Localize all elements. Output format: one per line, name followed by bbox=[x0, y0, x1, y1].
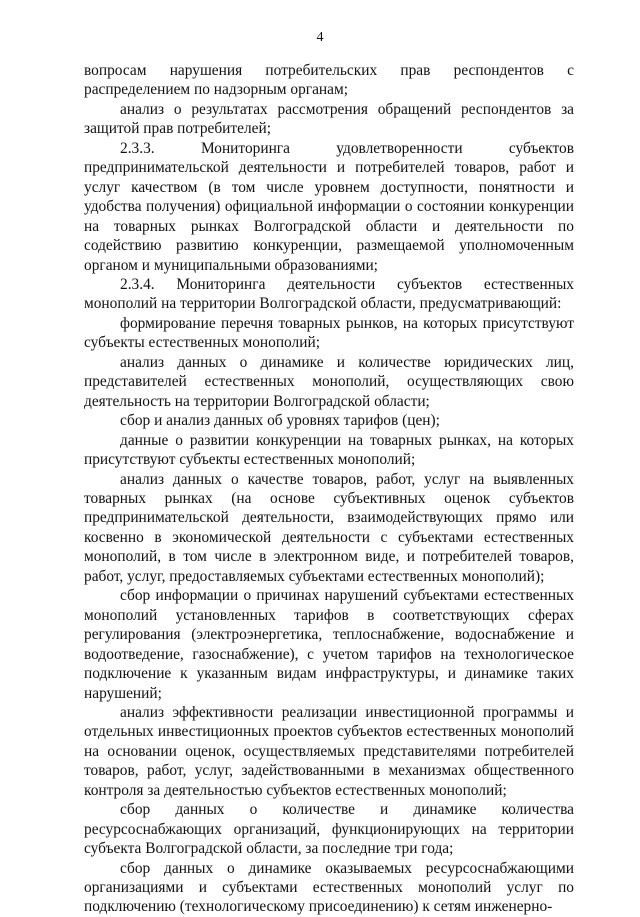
paragraph: данные о развитии конкуренции на товарных рынках, на которых присутствуют субъекты естественных монополий; bbox=[84, 431, 574, 469]
paragraph: анализ данных о качестве товаров, работ, услуг на выявленных товарных рынках (на основе субъективных оценок субъектов предпринимательской деятельности, взаимодействующих прямо или косвенно в экономической деятельности с субъектами естественных монополий, в том числе в электронном виде, и потребителей товаров, работ, услуг, предоставляемых субъектами естественных монополий); bbox=[84, 470, 574, 585]
paragraph: анализ данных о динамике и количестве юридических лиц, представителей естественных монополий, осуществляющих свою деятельность на территории Волгоградской области; bbox=[84, 353, 574, 410]
paragraph: сбор данных о количестве и динамике количества ресурсоснабжающих организаций, функционирующих на территории субъекта Волгоградской области, за последние три года; bbox=[84, 801, 574, 858]
page-number: 4 bbox=[316, 30, 324, 45]
paragraph: 2.3.3. Мониторинга удовлетворенности субъектов предпринимательской деятельности и потребителей товаров, работ и услуг качеством (в том числе уровнем доступности, понятности и удобства получения) официальной информации о состоянии конкуренции на товарных рынках Волгоградской области и деятельности по содействию развитию конкуренции, размещаемой уполномоченным органом и муниципальными образованиями; bbox=[84, 139, 574, 274]
paragraph: формирование перечня товарных рынков, на которых присутствуют субъекты естественных монополий; bbox=[84, 314, 574, 352]
paragraph: сбор информации о причинах нарушений субъектами естественных монополий установленных тарифов в соответствующих сферах регулирования (электроэнергетика, теплоснабжение, водоснабжение и водоотведение, газоснабжение), с учетом тарифов на технологическое подключение к указанным видам инфраструктуры, и динамике таких нарушений; bbox=[84, 587, 574, 702]
paragraph: анализ о результатах рассмотрения обращений респондентов за защитой прав потребителей; bbox=[84, 100, 574, 138]
paragraph: сбор данных о динамике оказываемых ресурсоснабжающими организациями и субъектами естественных монополий услуг по подключению (технологическому присоединению) к сетям инженерно- bbox=[84, 859, 574, 916]
document-body bbox=[84, 61, 574, 917]
paragraph: 2.3.4. Мониторинга деятельности субъектов естественных монополий на территории Волгоградской области, предусматривающий: bbox=[84, 275, 574, 313]
paragraph: вопросам нарушения потребительских прав респондентов с распределением по надзорным органам; bbox=[84, 62, 574, 99]
paragraph: сбор и анализ данных об уровнях тарифов (цен); bbox=[120, 412, 440, 430]
paragraph: анализ эффективности реализации инвестиционной программы и отдельных инвестиционных проектов субъектов естественных монополий на основании оценок, осуществляемых представителями потребителей товаров, работ, услуг, задействованными в механизмах общественного контроля за деятельностью субъектов естественных монополий; bbox=[84, 703, 574, 799]
